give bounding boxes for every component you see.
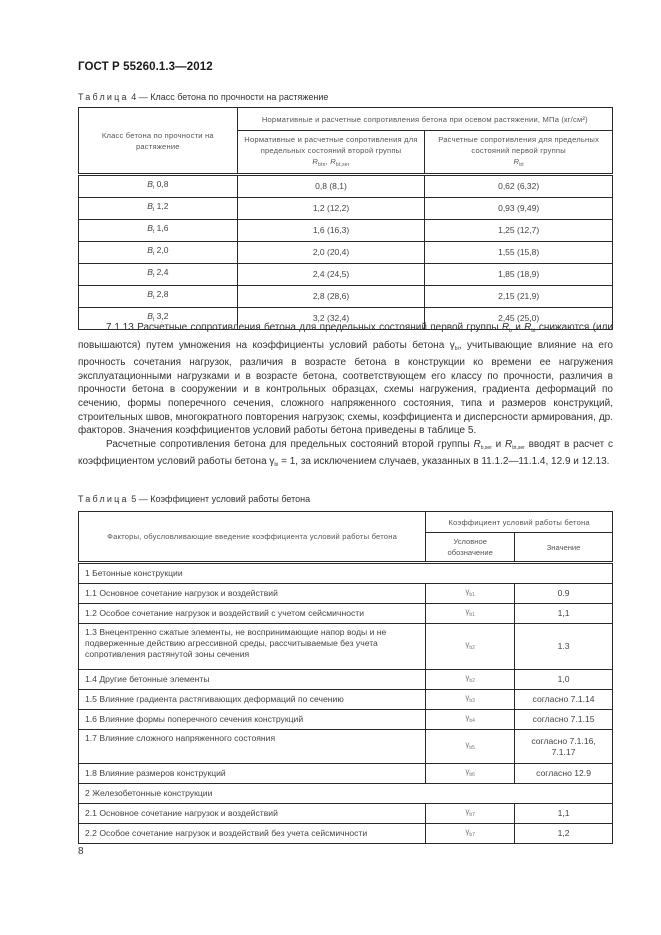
class-sub: t: [152, 317, 155, 323]
factor-cell: 1.6 Влияние формы поперечного сечения конструкций: [79, 710, 426, 730]
value-cell: 1.3: [515, 624, 613, 670]
class-cell: [79, 242, 238, 264]
table-row: [79, 730, 613, 764]
symbol-sub: b2: [469, 645, 475, 651]
symbol-sub: b: [509, 328, 512, 334]
symbol-sub: bt,ser: [512, 444, 525, 451]
factor-cell: 1.5 Влияние градиента растягивающих деформаций по сечению: [79, 690, 426, 710]
normative-cell: 0,8 (8,1): [237, 175, 425, 198]
factor-cell: 1.7 Влияние сложного напряженного состояния: [79, 730, 426, 764]
class-letter: B: [147, 311, 153, 321]
table5-caption-prefix: Таблица: [78, 494, 129, 504]
text-run: и: [511, 322, 525, 333]
symbol: R: [524, 322, 532, 333]
gamma-symbol: γ: [465, 693, 470, 702]
value-cell: согласно 7.1.15: [515, 710, 613, 730]
symbol-cell: [426, 730, 515, 764]
gamma-symbol: γ: [465, 713, 470, 722]
factor-cell: 1.2 Особое сочетание нагрузок и воздействий с учетом сейсмичности: [79, 604, 426, 624]
symbol-sub: b2: [469, 678, 475, 684]
text-run: , учитывающие влияние на его прочность сочетания нагрузок, различия в возрасте бетона в конструкции ко времени ее нагружения эксплуатационными нагрузками и в возрасте бетона, соответствующем его классу по прочности, различия в прочности бетона в сооружении и в контрольных образцах, схемы нагружения, градиента деформаций по сечению, формы поперечного сечения, сложного напряженного состояния, типа и размеров конструкций, строительных швов, многократного повторения нагрузок; схемы, коэффициента и дисперсности армирования, др. факторов. Значения коэффициентов условий работы бетона приведены в таблице 5.: [78, 339, 613, 437]
table-row: [79, 670, 613, 690]
text-run: 7.1.13 Расчетные сопротивления бетона для предельных состояний первой группы: [106, 322, 502, 333]
table5-concrete-working-conditions: [78, 511, 613, 844]
section-row: [79, 784, 613, 804]
factor-cell: 1.4 Другие бетонные элементы: [79, 670, 426, 690]
symbol-r: R: [312, 156, 319, 166]
design-cell: 1,55 (15,8): [425, 242, 613, 264]
gamma-symbol: γ: [465, 767, 470, 776]
symbol: R: [473, 438, 481, 450]
class-letter: B: [147, 223, 153, 233]
normative-cell: 2,0 (20,4): [237, 242, 425, 264]
table-row: [79, 710, 613, 730]
symbol-r: R: [330, 156, 336, 166]
table-row: [79, 286, 613, 308]
class-value: 0,8: [156, 179, 169, 189]
value-cell: 0.9: [515, 584, 613, 604]
symbol-cell: [426, 690, 515, 710]
factor-cell: 1.1 Основное сочетание нагрузок и воздействий: [79, 584, 426, 604]
symbol-sub: b,ser: [480, 444, 492, 451]
value-cell: 1,1: [515, 804, 613, 824]
class-letter: B: [147, 289, 153, 299]
table5-caption-title: 5 — Коэффициент условий работы бетона: [128, 494, 311, 504]
table5-col-factors-header: Факторы, обусловливающие введение коэффициента условий работы бетона: [79, 512, 426, 563]
design-cell: 0,93 (9,49): [425, 198, 613, 220]
normative-cell: 1,6 (16,3): [237, 220, 425, 242]
symbol-sub: bt,ser: [335, 161, 350, 168]
table-row: [79, 604, 613, 624]
class-sub: t: [152, 229, 155, 235]
text-run: вводят в расчет с коэффициентом условий работы бетона: [78, 438, 613, 468]
symbol-sub: b7: [469, 812, 475, 818]
design-cell: 2,45 (25,0): [425, 308, 613, 330]
symbol-r: R: [513, 156, 520, 166]
table-row: [79, 175, 613, 198]
symbol: R: [501, 322, 510, 333]
table-row: [79, 824, 613, 844]
table-row: [79, 764, 613, 784]
symbol-sub: b1: [469, 592, 475, 598]
symbol-cell: [426, 624, 515, 670]
class-sub: t: [152, 185, 155, 191]
design-cell: 2,15 (21,9): [425, 286, 613, 308]
class-value: 1,2: [156, 201, 169, 211]
table5-group-header: Коэффициент условий работы бетона: [426, 512, 613, 533]
table4-col-normative-text: Нормативные и расчетные сопротивления для предельных состояний второй группы: [244, 134, 418, 155]
symbol-cell: [426, 824, 515, 844]
class-value: 3,2: [156, 311, 169, 321]
class-sub: t: [152, 295, 155, 301]
table-row: [79, 264, 613, 286]
symbol-sub: b5: [469, 745, 475, 751]
table-row: [79, 242, 613, 264]
class-letter: B: [147, 245, 153, 255]
design-cell: 1,85 (18,9): [425, 264, 613, 286]
class-cell: [79, 175, 238, 198]
value-cell: согласно 7.1.16, 7.1.17: [515, 730, 613, 764]
section-row: [79, 563, 613, 584]
table4-col-class-header: Класс бетона по прочности на растяжение: [79, 108, 238, 175]
symbol: γ: [449, 339, 455, 351]
section-title: 2 Железобетонные конструкции: [79, 784, 613, 804]
factor-cell: 2.2 Особое сочетание нагрузок и воздействий без учета сейсмичности: [79, 824, 426, 844]
symbol-sub: bt: [519, 161, 524, 168]
symbol-sub: btn: [318, 161, 326, 168]
normative-cell: 2,4 (24,5): [237, 264, 425, 286]
paragraph-second-group: [78, 438, 613, 473]
table4-caption-prefix: Таблица: [78, 92, 129, 102]
table-row: [79, 584, 613, 604]
value-cell: согласно 7.1.14: [515, 690, 613, 710]
value-cell: 1,1: [515, 604, 613, 624]
class-letter: B: [147, 267, 153, 277]
class-cell: [79, 220, 238, 242]
text-run: снижаются (или повышаются) путем умножения на коэффициенты условий работы бетона: [78, 322, 613, 351]
gamma-symbol: γ: [465, 587, 470, 596]
class-value: 2,0: [156, 245, 169, 255]
symbol-sub: b7: [469, 832, 475, 838]
symbol-sub: b6: [469, 772, 475, 778]
table4-header-row: [79, 108, 613, 131]
symbol: R: [505, 438, 513, 450]
symbol: γ: [269, 456, 275, 468]
class-letter: B: [147, 201, 153, 211]
value-cell: согласно 12.9: [515, 764, 613, 784]
value-cell: 1,2: [515, 824, 613, 844]
value-cell: 1,0: [515, 670, 613, 690]
table5-col-symbol-header: Условное обозначение: [426, 533, 515, 563]
symbol-sub: b4: [469, 718, 475, 724]
factor-cell: 2.1 Основное сочетание нагрузок и воздействий: [79, 804, 426, 824]
gamma-symbol: γ: [465, 740, 470, 749]
gamma-symbol: γ: [465, 807, 470, 816]
factor-cell: 1.8 Влияние размеров конструкций: [79, 764, 426, 784]
symbol-cell: [426, 584, 515, 604]
table5-caption: [78, 494, 310, 504]
page-number: 8: [78, 846, 84, 857]
table-row: [79, 804, 613, 824]
symbol-sub: b1: [469, 612, 475, 618]
normative-cell: 1,2 (12,2): [237, 198, 425, 220]
class-cell: [79, 264, 238, 286]
design-cell: 0,62 (6,32): [425, 175, 613, 198]
class-cell: [79, 286, 238, 308]
normative-cell: 2,8 (28,6): [237, 286, 425, 308]
gamma-symbol: γ: [465, 607, 470, 616]
gamma-symbol: γ: [465, 640, 470, 649]
table-row: [79, 220, 613, 242]
normative-cell: 3,2 (32,4): [237, 308, 425, 330]
table4-col-design-text: Расчетные сопротивления для предельных состояний первой группы: [438, 134, 600, 155]
symbol-cell: [426, 804, 515, 824]
table4-caption-title: 4 — Класс бетона по прочности на растяжение: [128, 92, 329, 102]
symbol-cell: [426, 710, 515, 730]
class-value: 1,6: [156, 223, 169, 233]
class-letter: B: [147, 179, 153, 189]
symbol-cell: [426, 670, 515, 690]
table5-col-value-header: Значение: [515, 533, 613, 563]
table4-col-design-header: [425, 131, 613, 175]
paragraph-7-1-13: [78, 321, 613, 438]
factor-cell: 1.3 Внецентренно сжатые элементы, не воспринимающие напор воды и не подверженные действию агрессивной среды, рассчитываемые без учета сопротивления растянутой зоны сечения: [79, 624, 426, 670]
text-run: и: [491, 438, 506, 450]
class-value: 2,4: [156, 267, 169, 277]
gamma-symbol: γ: [465, 673, 470, 682]
body-text: [78, 321, 613, 473]
design-cell: 1,25 (12,7): [425, 220, 613, 242]
class-sub: t: [152, 207, 155, 213]
table-row: [79, 198, 613, 220]
gamma-symbol: γ: [465, 827, 470, 836]
class-cell: [79, 198, 238, 220]
symbol-sub: bt: [531, 328, 536, 334]
section-title: 1 Бетонные конструкции: [79, 563, 613, 584]
symbol-sub: bi: [274, 462, 279, 469]
table4-group-header: Нормативные и расчетные сопротивления бетона при осевом растяжении, МПа (кг/см²): [237, 108, 612, 131]
text-run: = 1, за исключением случаев, указанных в 11.1.2—11.1.4, 12.9 и 12.13.: [278, 456, 610, 468]
text-run: Расчетные сопротивления бетона для предельных состояний второй группы: [106, 438, 474, 450]
table4-caption: [78, 92, 328, 102]
table-row: [79, 690, 613, 710]
table-row: [79, 624, 613, 670]
symbol-sub: b3: [469, 698, 475, 704]
class-sub: t: [152, 251, 155, 257]
class-sub: t: [152, 273, 155, 279]
symbol-cell: [426, 764, 515, 784]
document-header: ГОСТ Р 55260.1.3—2012: [78, 61, 213, 73]
table4-col-normative-header: Нормативные и расчетные сопротивления для предельных состояний второй группы $R_{btn}$, $R_{bt,ser}$: [237, 131, 425, 175]
symbol-sub: bi: [454, 345, 459, 352]
table4-concrete-tensile-class: [78, 107, 613, 330]
symbol-cell: [426, 604, 515, 624]
class-value: 2,8: [156, 289, 169, 299]
table5-header-row: [79, 512, 613, 533]
